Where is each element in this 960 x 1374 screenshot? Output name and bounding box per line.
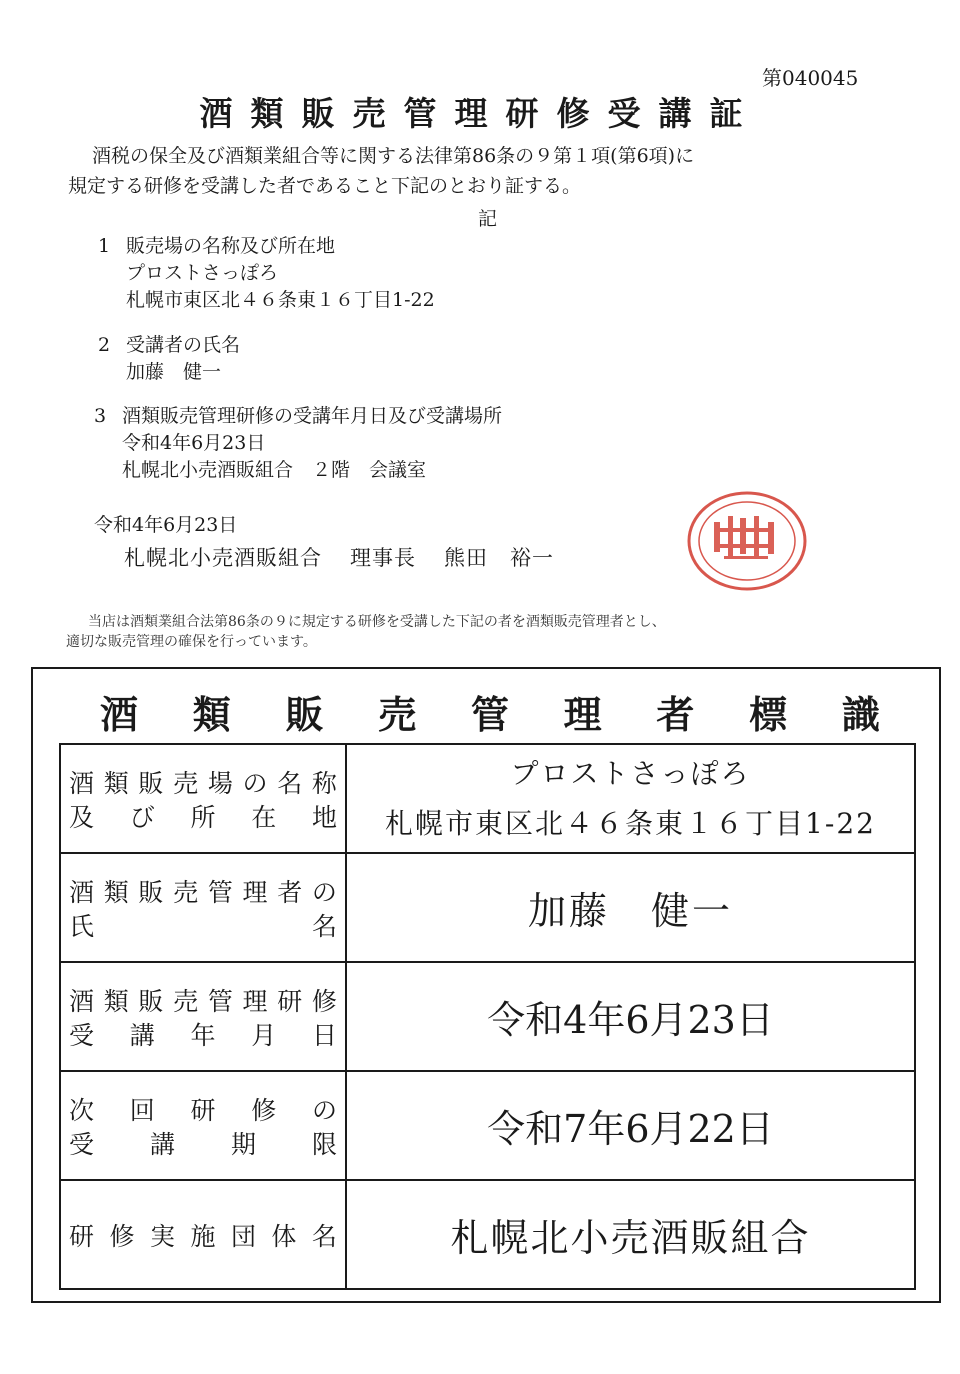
item-number: 2 (98, 334, 111, 356)
issue-date: 令和4年6月23日 (94, 514, 238, 536)
ki-heading: 記 (478, 208, 498, 230)
preamble-line-1: 酒税の保全及び酒類業組合等に関する法律第86条の９第１項(第6項)に (92, 145, 695, 167)
issuer-title: 理事長 (350, 546, 416, 570)
sign-title-char: 売 (378, 692, 417, 737)
training-date: 令和4年6月23日 (122, 432, 266, 454)
manager-sign-table (59, 743, 916, 1290)
issuer (124, 542, 554, 572)
item-attendee (98, 332, 240, 386)
notice-line-1: 当店は酒類業組合法第86条の９に規定する研修を受講した下記の者を酒類販売管理者とし、 (88, 614, 666, 630)
preamble (68, 141, 694, 201)
issuer-name: 熊田 裕一 (444, 546, 554, 570)
row-label: 研 修 実 施 団 体 名 (60, 1180, 346, 1289)
training-date-value: 令和4年6月23日 (346, 962, 915, 1071)
next-training-deadline-value: 令和7年6月22日 (346, 1071, 915, 1180)
item-store (98, 233, 435, 314)
table-row (60, 962, 915, 1071)
item-label: 販売場の名称及び所在地 (126, 235, 336, 257)
training-place: 札幌北小売酒販組合 ２階 会議室 (122, 459, 427, 481)
item-number: 1 (98, 235, 111, 257)
notice (66, 612, 666, 652)
sign-title (100, 684, 880, 739)
store-name: プロストさっぽろ (126, 262, 279, 284)
sign-title-char: 標 (749, 692, 788, 737)
row-label: 次 回 研 修 の 受 講 期 限 (60, 1071, 346, 1180)
sign-title-char: 販 (285, 692, 324, 737)
notice-line-2: 適切な販売管理の確保を行っています。 (66, 634, 317, 650)
row-label: 酒 類 販 売 場 の 名 称 及 び 所 在 地 (60, 744, 346, 853)
store-address-value: 札幌市東区北４６条東１６丁目1-22 (385, 806, 876, 840)
sign-title-char: 理 (563, 692, 602, 737)
row-label: 酒 類 販 売 管 理 者 の 氏 名 (60, 853, 346, 962)
sign-title-char: 酒 (100, 692, 139, 737)
manager-name-value: 加藤 健一 (346, 853, 915, 962)
issuer-org: 札幌北小売酒販組合 (124, 546, 322, 570)
item-label: 酒類販売管理研修の受講年月日及び受講場所 (122, 405, 503, 427)
preamble-line-2: 規定する研修を受講した者であること下記のとおり証する。 (68, 175, 582, 197)
table-row (60, 853, 915, 962)
sign-title-char: 類 (192, 692, 231, 737)
sign-title-char: 管 (470, 692, 509, 737)
official-seal-stamp (684, 488, 810, 594)
attendee-name: 加藤 健一 (126, 361, 222, 383)
certificate-title: 酒類販売管理研修受講証 (199, 94, 761, 133)
row-value (346, 744, 915, 853)
item-training (94, 403, 502, 484)
item-number: 3 (94, 405, 107, 427)
item-label: 受講者の氏名 (126, 334, 241, 356)
table-row (60, 1180, 915, 1289)
store-address: 札幌市東区北４６条東１６丁目1-22 (126, 289, 435, 311)
sign-title-char: 識 (841, 692, 880, 737)
training-organization-value: 札幌北小売酒販組合 (346, 1180, 915, 1289)
table-row (60, 1071, 915, 1180)
sign-title-char: 者 (656, 692, 695, 737)
row-label: 酒 類 販 売 管 理 研 修 受 講 年 月 日 (60, 962, 346, 1071)
store-name-value: プロストさっぽろ (510, 756, 751, 790)
table-row (60, 744, 915, 853)
certificate-number: 第040045 (762, 66, 859, 90)
